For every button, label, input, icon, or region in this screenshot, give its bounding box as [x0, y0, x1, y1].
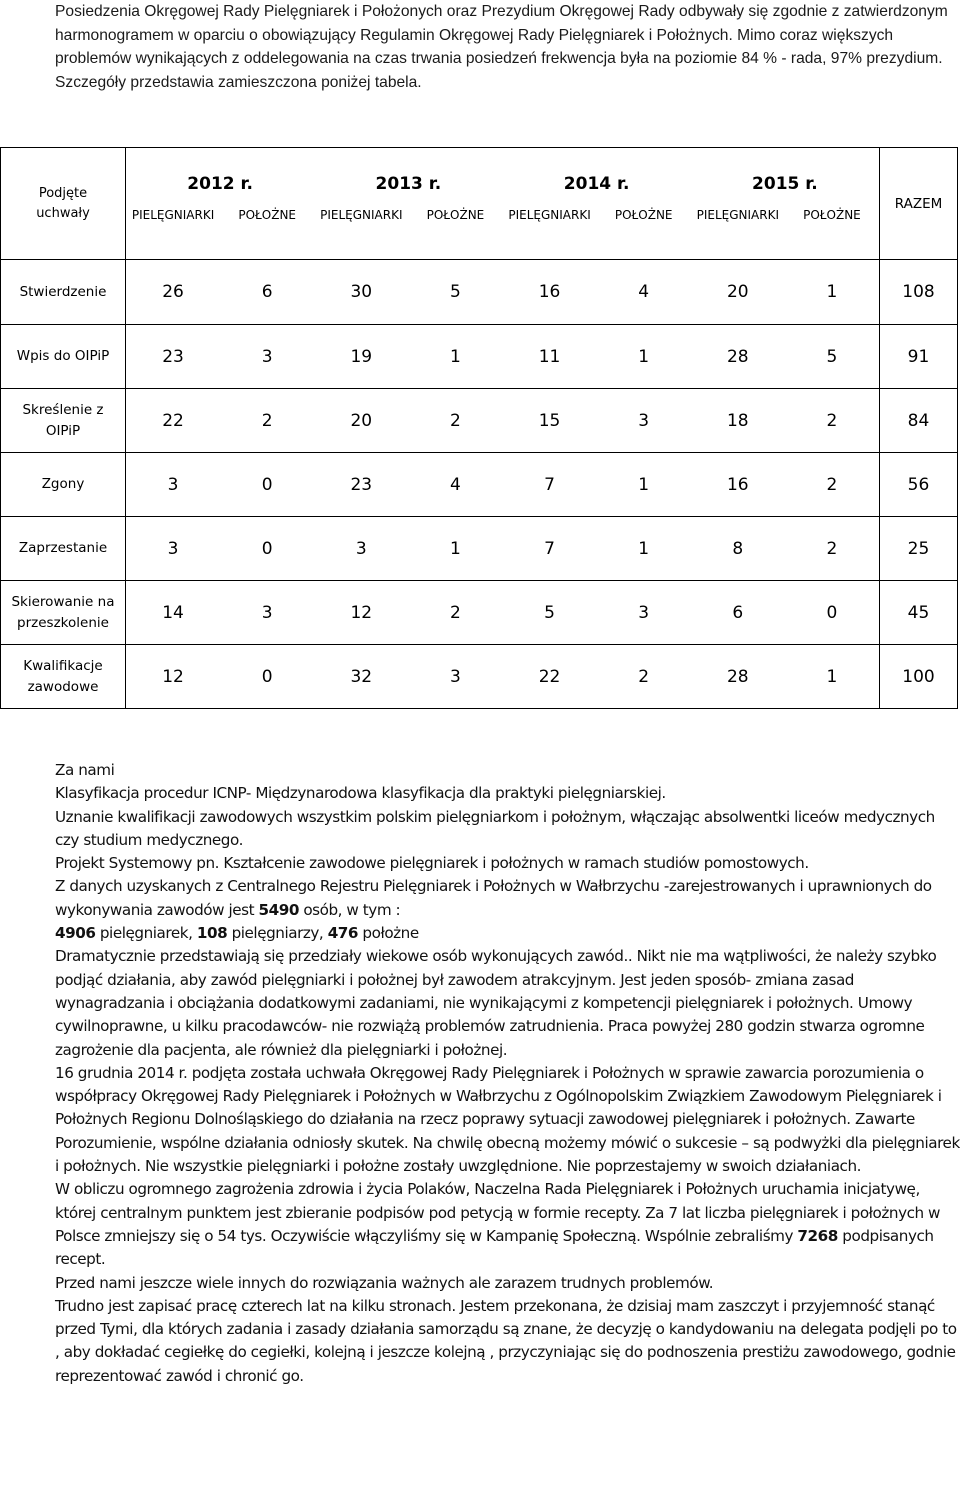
paragraph: Klasyfikacja procedur ICNP- Międzynarodowa klasyfikacja dla praktyki pielęgniarskiej. — [55, 784, 666, 803]
table-row — [1, 325, 958, 389]
table-cell: 1 — [638, 474, 650, 495]
table-cell: 3 — [638, 410, 650, 431]
group-label: PIELĘGNIARKI — [131, 208, 215, 222]
table-cell: 26 — [162, 282, 184, 302]
table-cell: 20 — [350, 410, 373, 431]
group-label: POŁOŻNE — [614, 208, 673, 222]
year-label: 2012 r. — [187, 174, 253, 194]
table-cell: 3 — [638, 602, 650, 623]
table-cell: 5 — [450, 282, 461, 302]
table-cell: 1 — [826, 666, 838, 687]
row-label: Skreślenie z OIPiP — [1, 389, 126, 453]
table-cell: 3 — [355, 538, 367, 559]
row-values — [126, 389, 880, 453]
table-row — [1, 517, 958, 581]
row-values — [126, 260, 880, 325]
row-values — [126, 453, 880, 517]
intro-section — [55, 0, 960, 94]
row-label: Wpis do OIPiP — [1, 325, 126, 389]
text-run: pielęgniarek, — [95, 924, 197, 943]
table-cell: 23 — [162, 346, 184, 367]
table-cell: 2 — [450, 410, 461, 431]
years-header — [126, 148, 880, 260]
group-label: PIELĘGNIARKI — [508, 208, 591, 222]
table-cell: 1 — [450, 346, 461, 367]
row-total: 56 — [880, 453, 958, 517]
text-run: osób, w tym : — [298, 900, 401, 919]
table-cell: 19 — [350, 346, 373, 367]
row-values — [126, 517, 880, 581]
table-cell: 6 — [261, 282, 273, 302]
group-label: POŁOŻNE — [426, 208, 485, 222]
values-group — [126, 347, 879, 367]
table-cell: 28 — [726, 346, 749, 367]
table-cell: 16 — [726, 474, 749, 495]
table-cell: 16 — [538, 282, 561, 302]
table-cell: 30 — [350, 282, 373, 302]
table-cell: 0 — [261, 666, 273, 687]
resolutions-table — [0, 147, 958, 709]
group-label: PIELĘGNIARKI — [320, 208, 403, 222]
row-total: 91 — [880, 325, 958, 389]
corner-header-text: Podjęte uchwały — [36, 185, 90, 221]
row-values — [126, 581, 880, 645]
values-group — [126, 603, 879, 623]
row-label: Skierowanie na przeszkolenie — [1, 581, 126, 645]
male-nurses-count: 108 — [196, 924, 228, 943]
table-cell: 2 — [261, 410, 273, 431]
paragraph: Przed nami jeszcze wiele innych do rozwiązania ważnych ale zarazem trudnych problemów. — [55, 1273, 714, 1292]
table-cell: 4 — [450, 474, 461, 495]
paragraph: Projekt Systemowy pn. Kształcenie zawodowe pielęgniarek i położnych w ramach studiów pomostowych. — [55, 854, 809, 873]
table-cell: 14 — [162, 602, 184, 623]
paragraph: Za nami — [55, 761, 115, 779]
text-run: położne — [358, 924, 419, 943]
table-row — [1, 389, 958, 453]
table-cell: 11 — [538, 346, 561, 367]
paragraph: Uznanie kwalifikacji zawodowych wszystkim polskim pielęgniarkom i położnym, włączając absolwentki liceów medycznych czy studium medycznego. — [55, 807, 935, 849]
table-cell: 2 — [826, 538, 838, 559]
table-cell: 4 — [638, 282, 650, 302]
paragraph — [55, 922, 960, 945]
table-cell: 0 — [261, 538, 273, 559]
intro-paragraph: Posiedzenia Okręgowej Rady Pielęgniarek i Położonych oraz Prezydium Okręgowej Rady odbywały się zgodnie z zatwierdzonym harmonogramem w oparciu o obowiązujący Regulamin Okręgowej Rady Pielęgniarek i Położnych. Mimo coraz większych problemów wynikających z oddelegowania na czas trwania posiedzeń frekwencja była na poziomie 84 % - rada, 97% prezydium. Szczegóły przedstawia zamieszczona poniżej tabela. — [55, 3, 948, 91]
table-cell: 3 — [261, 602, 273, 623]
row-label: Kwalifikacje zawodowe — [1, 645, 126, 709]
table-cell: 7 — [544, 538, 555, 559]
table-cell: 23 — [350, 474, 373, 495]
table-cell: 8 — [732, 538, 744, 559]
total-header: RAZEM — [880, 148, 958, 260]
table-cell: 20 — [726, 282, 749, 302]
table-cell: 2 — [826, 474, 838, 495]
row-total: 100 — [880, 645, 958, 709]
row-total: 45 — [880, 581, 958, 645]
table-cell: 18 — [726, 410, 749, 431]
row-values — [126, 325, 880, 389]
table-cell: 7 — [544, 474, 555, 495]
paragraph: Trudno jest zapisać pracę czterech lat na kilku stronach. Jestem przekonana, że dzisiaj mam zaszczyt i przyjemność stanąć przed Tymi, dla których zadania i zasady działania samorządu są znane, że decyzję o kandydowaniu na delegata podjęli po to , aby dokładać cegiełkę do cegiełki, kolejną i jeszcze kolejną , przyczyniając się do podnoszenia prestiżu zawodowego, godnie reprezentować zawód i chronić go. — [55, 1296, 957, 1385]
group-label: POŁOŻNE — [238, 208, 297, 222]
table-cell: 5 — [544, 602, 555, 623]
text-run: podpisanych recept. — [55, 1226, 934, 1269]
table-cell: 0 — [826, 602, 838, 623]
table-cell: 28 — [726, 666, 749, 687]
table-cell: 32 — [350, 666, 373, 687]
row-label: Stwierdzenie — [1, 260, 126, 325]
table-cell: 3 — [261, 346, 273, 367]
table-cell: 6 — [732, 602, 744, 623]
row-label: Zaprzestanie — [1, 517, 126, 581]
group-labels — [126, 208, 879, 222]
values-group — [126, 411, 879, 431]
year-label: 2013 r. — [375, 174, 442, 194]
table-cell: 2 — [638, 666, 650, 687]
text-run: W obliczu ogromnego zagrożenia zdrowia i życia Polaków, Naczelna Rada Pielęgniarek i Położnych uruchamia inicjatywę, której centralnym punktem jest zbieranie podpisów pod petycją w formie recepty. Za 7 lat liczba pielęgniarek i położnych w Polsce zmniejszy się o 54 tys. Oczywiście włączyliśmy się w Kampanię Społeczną. Wspólnie zebraliśmy — [55, 1180, 941, 1245]
paragraph: Dramatycznie przedstawiają się przedziały wiekowe osób wykonujących zawód.. Nikt nie ma wątpliwości, że należy szybko podjąć działania, aby zawód pielęgniarki i położnej był zawodem atrakcyjnym. Jest jeden sposób- zmiana zasad wynagradzania i obciążania dodatkowymi zadaniami, nie wynikającymi z kompetencji pielęgniarek i położnych. Umowy cywilnoprawne, u kilku pracodawców- nie rozwiążą problemów zatrudnienia. Praca powyżej 280 godzin stwarza ogromne zagrożenie dla pacjenta, ale również dla pielęgniarki i położnej. — [55, 947, 937, 1059]
table-cell: 5 — [826, 346, 838, 367]
group-label: POŁOŻNE — [803, 208, 861, 222]
row-total: 84 — [880, 389, 958, 453]
row-total: 25 — [880, 517, 958, 581]
midwives-count: 476 — [327, 924, 359, 943]
values-group — [126, 539, 879, 559]
table-row — [1, 453, 958, 517]
table-cell: 3 — [167, 474, 179, 495]
values-group — [126, 475, 879, 495]
values-group — [126, 667, 879, 687]
group-label: PIELĘGNIARKI — [696, 208, 780, 222]
table-cell: 12 — [350, 602, 373, 623]
row-label: Zgony — [1, 453, 126, 517]
table-cell: 22 — [538, 666, 561, 687]
table-row — [1, 260, 958, 325]
table-cell: 12 — [162, 666, 184, 687]
signatures-count: 7268 — [797, 1226, 838, 1245]
table-row — [1, 581, 958, 645]
table-cell: 15 — [538, 410, 561, 431]
year-labels — [126, 174, 879, 194]
year-label: 2015 r. — [752, 174, 818, 194]
text-run: pielęgniarzy, — [227, 924, 328, 943]
table-cell: 2 — [450, 602, 461, 623]
body-text — [55, 759, 960, 1388]
table-cell: 22 — [162, 410, 184, 431]
corner-header — [1, 148, 126, 260]
table-cell: 0 — [261, 474, 273, 495]
table-body — [1, 260, 958, 709]
paragraph: 16 grudnia 2014 r. podjęta została uchwała Okręgowej Rady Pielęgniarek i Położnych w sprawie zawarcia porozumienia o współpracy Okręgowej Rady Pielęgniarek i Położnych w Wałbrzychu z Ogólnopolskim Związkiem Zawodowym Pielęgniarek i Położnych Regionu Dolnośląskiego do działania na rzecz poprawy sytuacji zawodowej pielęgniarek i położnych. Zawarte Porozumienie, wspólne działania odniosły skutek. Na chwilę obecną możemy mówić o sukcesie – są podwyżki dla pielęgniarek i położnych. Nie wszystkie pielęgniarki i położne zostały uwzględnione. Nie poprzestajemy w swoich działaniach. — [55, 1063, 960, 1176]
table-cell: 3 — [167, 538, 179, 559]
row-total: 108 — [880, 260, 958, 325]
table-cell: 1 — [826, 282, 838, 302]
registered-count: 5490 — [258, 900, 299, 919]
nurses-count: 4906 — [55, 924, 96, 943]
table-header-row — [1, 148, 958, 260]
text-run: Z danych uzyskanych z Centralnego Rejestru Pielęgniarek i Położnych w Wałbrzychu -zarejestrowanych i uprawnionych do wykonywania zawodów jest — [55, 877, 932, 919]
table-cell: 1 — [638, 346, 650, 367]
row-values — [126, 645, 880, 709]
table-cell: 1 — [450, 538, 461, 559]
values-group — [126, 282, 879, 302]
table-cell: 2 — [826, 410, 838, 431]
year-label: 2014 r. — [563, 174, 630, 194]
table-cell: 1 — [638, 538, 650, 559]
table-cell: 3 — [450, 666, 461, 687]
paragraph — [55, 875, 960, 922]
table-row — [1, 645, 958, 709]
paragraph — [55, 1178, 960, 1271]
